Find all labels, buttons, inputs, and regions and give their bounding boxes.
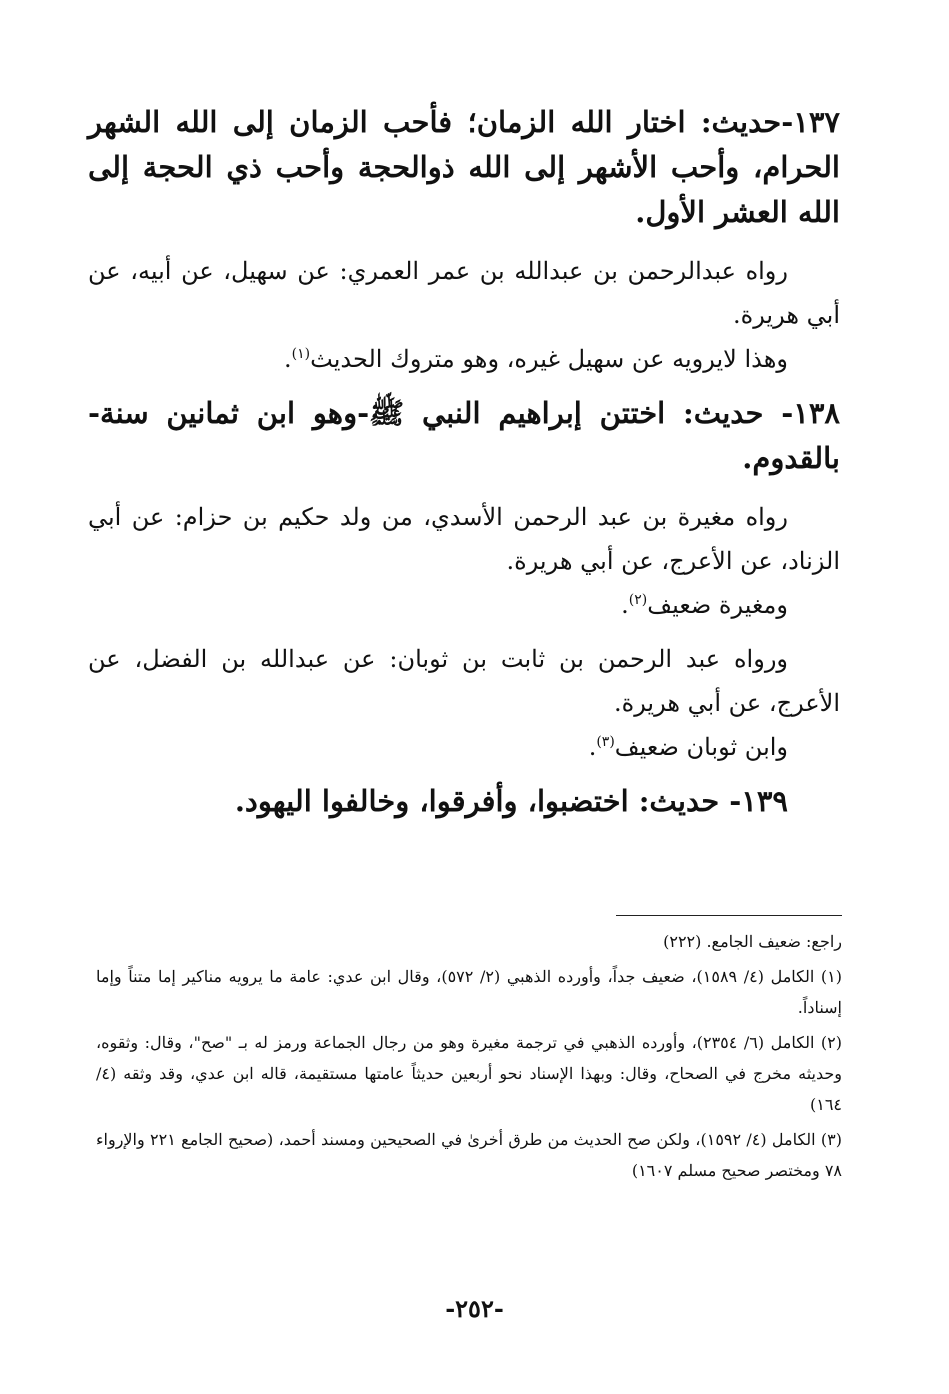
hadith-137-heading: ١٣٧-حديث: اختار الله الزمان؛ فأحب الزمان إلى الله الشهر الحرام، وأحب الأشهر إلى الله ذوالحجة وأحب ذي الحجة إلى الله العشر الأول. [88,105,840,229]
footnote-ref-3: (٣) [596,734,615,750]
grading-text: ومغيرة ضعيف [647,591,788,619]
footnote-divider [616,915,842,916]
hadith-138-narration-1: رواه مغيرة بن عبد الرحمن الأسدي، من ولد حكيم بن حزام: عن أبي الزناد، عن الأعرج، عن أبي هريرة. [88,503,840,575]
hadith-138-grading-2 [88,725,840,769]
footnote-1: (١) الكامل (٤/ ١٥٨٩)، ضعيف جداً، وأورده الذهبي (٢/ ٥٧٢)، وقال ابن عدي: عامة ما يرويه مناكير إما متناً وإما إسناداً. [96,967,843,1017]
hadith-137-narration: رواه عبدالرحمن بن عبدالله بن عمر العمري: عن سهيل، عن أبيه، عن أبي هريرة. [88,257,840,329]
grading-period: . [284,345,292,373]
grading-period: . [621,591,629,619]
footnotes [96,915,842,1190]
page-number: -٢٥٢- [445,1294,504,1323]
grading-text: وهذا لايرويه عن سهيل غيره، وهو متروك الحديث [310,345,788,373]
footnote-ref-2: (٢) [628,592,648,608]
hadith-137-grading [88,337,840,381]
hadith-138-grading-1 [88,583,840,627]
footnote-ref-1: (١) [291,346,311,362]
footnote-2: (٢) الكامل (٦/ ٢٣٥٤)، وأورده الذهبي في ترجمة مغيرة وهو من رجال الجماعة ورمز له بـ "صح"، وقال: وثقوه، وحديثه مخرج في الصحاح، وقال: وبهذا الإسناد نحو أربعين حديثاً عامتها مستقيمة، قاله ابن عدي، وقد وثقه (٤/ ١٦٤) [96,1033,843,1114]
main-text [88,100,840,838]
hadith-138-narration-2: ورواه عبد الرحمن بن ثابت بن ثوبان: عن عبدالله بن الفضل، عن الأعرج، عن أبي هريرة. [88,645,840,717]
grading-period: . [588,733,597,761]
hadith-139-heading: ١٣٩- حديث: اختضبوا، وأفرقوا، وخالفوا اليهود. [234,784,788,818]
hadith-138-heading: ١٣٨- حديث: اختتن إبراهيم النبي ﷺ-وهو ابن ثمانين سنة- بالقدوم. [88,396,840,475]
grading-text: وابن ثوبان ضعيف [614,733,788,761]
footnote-refer: راجع: ضعيف الجامع. (٢٢٢) [663,932,842,951]
footnote-3: (٣) الكامل (٤/ ١٥٩٢)، ولكن صح الحديث من طرق أخرىٰ في الصحيحين ومسند أحمد، (صحيح الجامع ٢٢١ والإرواء ٧٨ ومختصر صحيح مسلم ١٦٠٧) [96,1130,843,1180]
